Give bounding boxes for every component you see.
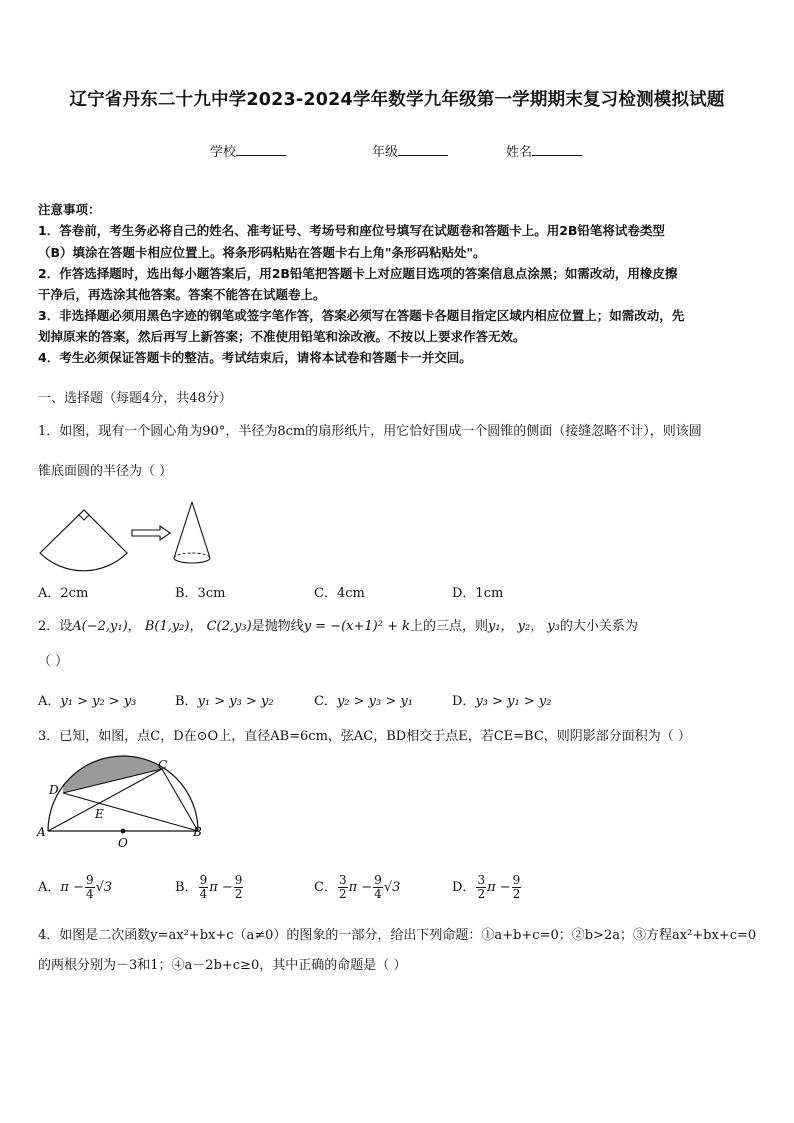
label-e: E bbox=[95, 807, 104, 821]
grade-field bbox=[372, 141, 448, 160]
school-blank[interactable] bbox=[236, 143, 286, 156]
notice-line: 1．答卷前，考生务必将自己的姓名、准考证号、考场号和座位号填写在试题卷和答题卡上。用2B铅笔将试卷类型 bbox=[38, 223, 665, 238]
q4-text: 的两根分别为－3和1；④a－2b+c≥0，其中正确的命题是（ ） bbox=[38, 958, 407, 973]
q1-figure bbox=[38, 500, 238, 570]
label-d: D bbox=[49, 783, 59, 797]
notice-line: 3．非选择题必须用黑色字迹的钢笔或签字笔作答，答案必须写在答题卡各题目指定区域内相应位置上；如需改动，先 bbox=[38, 308, 685, 323]
q1-option-d[interactable]: D．1cm bbox=[452, 586, 504, 601]
q4-text: 4．如图是二次函数y=ax²+bx+c（a≠0）的图象的一部分，给出下列命题：①a+b+c=0；②b>2a；③方程ax²+bx+c=0 bbox=[38, 928, 757, 943]
notice-line: 2．作答选择题时，选出每小题答案后，用2B铅笔把答题卡上对应题目选项的答案信息点涂黑；如需改动，用橡皮擦 bbox=[38, 266, 678, 281]
page-title: 辽宁省丹东二十九中学2023-2024学年数学九年级第一学期期末复习检测模拟试题 bbox=[69, 90, 725, 110]
q3-option-a[interactable]: A．π − $\frac{9}{4}$ √3 bbox=[38, 873, 113, 901]
q3-option-b[interactable]: B． $\frac{9}{4}$ π − $\frac{9}{2}$ bbox=[175, 873, 243, 901]
q2-option-b[interactable]: B．y₁ > y₃ > y₂ bbox=[175, 694, 274, 709]
q1-option-b[interactable]: B．3cm bbox=[175, 586, 226, 601]
q3-figure bbox=[36, 756, 206, 851]
q2-blank: （ ） bbox=[38, 654, 69, 669]
section-heading: 一、选择题（每题4分，共48分） bbox=[38, 391, 232, 406]
label-o: O bbox=[118, 836, 128, 850]
notice-line: 4．考生必须保证答题卡的整洁。考试结束后，请将本试卷和答题卡一并交回。 bbox=[38, 350, 472, 365]
q1-text: 锥底面圆的半径为（ ） bbox=[38, 464, 173, 479]
point-c: C(2,y₃) bbox=[206, 619, 252, 634]
grade-label: 年级 bbox=[372, 145, 399, 160]
parabola-formula: y = −(x+1)² + k bbox=[303, 619, 410, 634]
notice-line: 划掉原来的答案，然后再写上新答案；不准使用铅笔和涂改液。不按以上要求作答无效。 bbox=[38, 329, 526, 344]
name-blank[interactable] bbox=[532, 143, 582, 156]
q3-option-d[interactable]: D． $\frac{3}{2}$ π − $\frac{9}{2}$ bbox=[452, 873, 521, 901]
grade-blank[interactable] bbox=[398, 143, 448, 156]
q3-option-c[interactable]: C． $\frac{3}{2}$ π − $\frac{9}{4}$ √3 bbox=[314, 873, 401, 901]
school-label: 学校 bbox=[210, 145, 237, 160]
label-c: C bbox=[158, 758, 168, 772]
q1-option-a[interactable]: A．2cm bbox=[38, 586, 89, 601]
y-vars: y₁， y₂， y₃ bbox=[487, 619, 560, 634]
notice-line: 干净后，再选涂其他答案。答案不能答在试题卷上。 bbox=[38, 287, 326, 302]
point-a: A(−2,y₁) bbox=[72, 619, 128, 634]
q2-text: 2．设A(−2,y₁)， B(1,y₂)， C(2,y₃)是抛物线y = −(x+1)² + k上的三点，则y₁， y₂， y₃的大小关系为 bbox=[38, 619, 638, 634]
q2-option-c[interactable]: C．y₂ > y₃ > y₁ bbox=[314, 694, 413, 709]
q3-text: 3．已知，如图，点C，D在⊙O上，直径AB=6cm，弦AC，BD相交于点E，若CE=BC，则阴影部分面积为（ ） bbox=[38, 729, 691, 744]
q2-option-d[interactable]: D．y₃ > y₁ > y₂ bbox=[452, 694, 552, 709]
point-b: B(1,y₂) bbox=[144, 619, 190, 634]
label-b: B bbox=[193, 825, 202, 839]
q2-option-a[interactable]: A．y₁ > y₂ > y₃ bbox=[38, 694, 137, 709]
q1-option-c[interactable]: C．4cm bbox=[314, 586, 365, 601]
q1-text: 1．如图，现有一个圆心角为90°，半径为8cm的扇形纸片，用它恰好围成一个圆锥的侧面（接缝忽略不计），则该圆 bbox=[38, 424, 702, 439]
notice-line: （B）填涂在答题卡相应位置上。将条形码粘贴在答题卡右上角"条形码粘贴处"。 bbox=[38, 245, 486, 260]
name-field bbox=[506, 141, 582, 160]
name-label: 姓名 bbox=[506, 145, 533, 160]
notice-heading: 注意事项： bbox=[38, 202, 101, 217]
school-field bbox=[210, 141, 286, 160]
label-a: A bbox=[37, 825, 46, 839]
